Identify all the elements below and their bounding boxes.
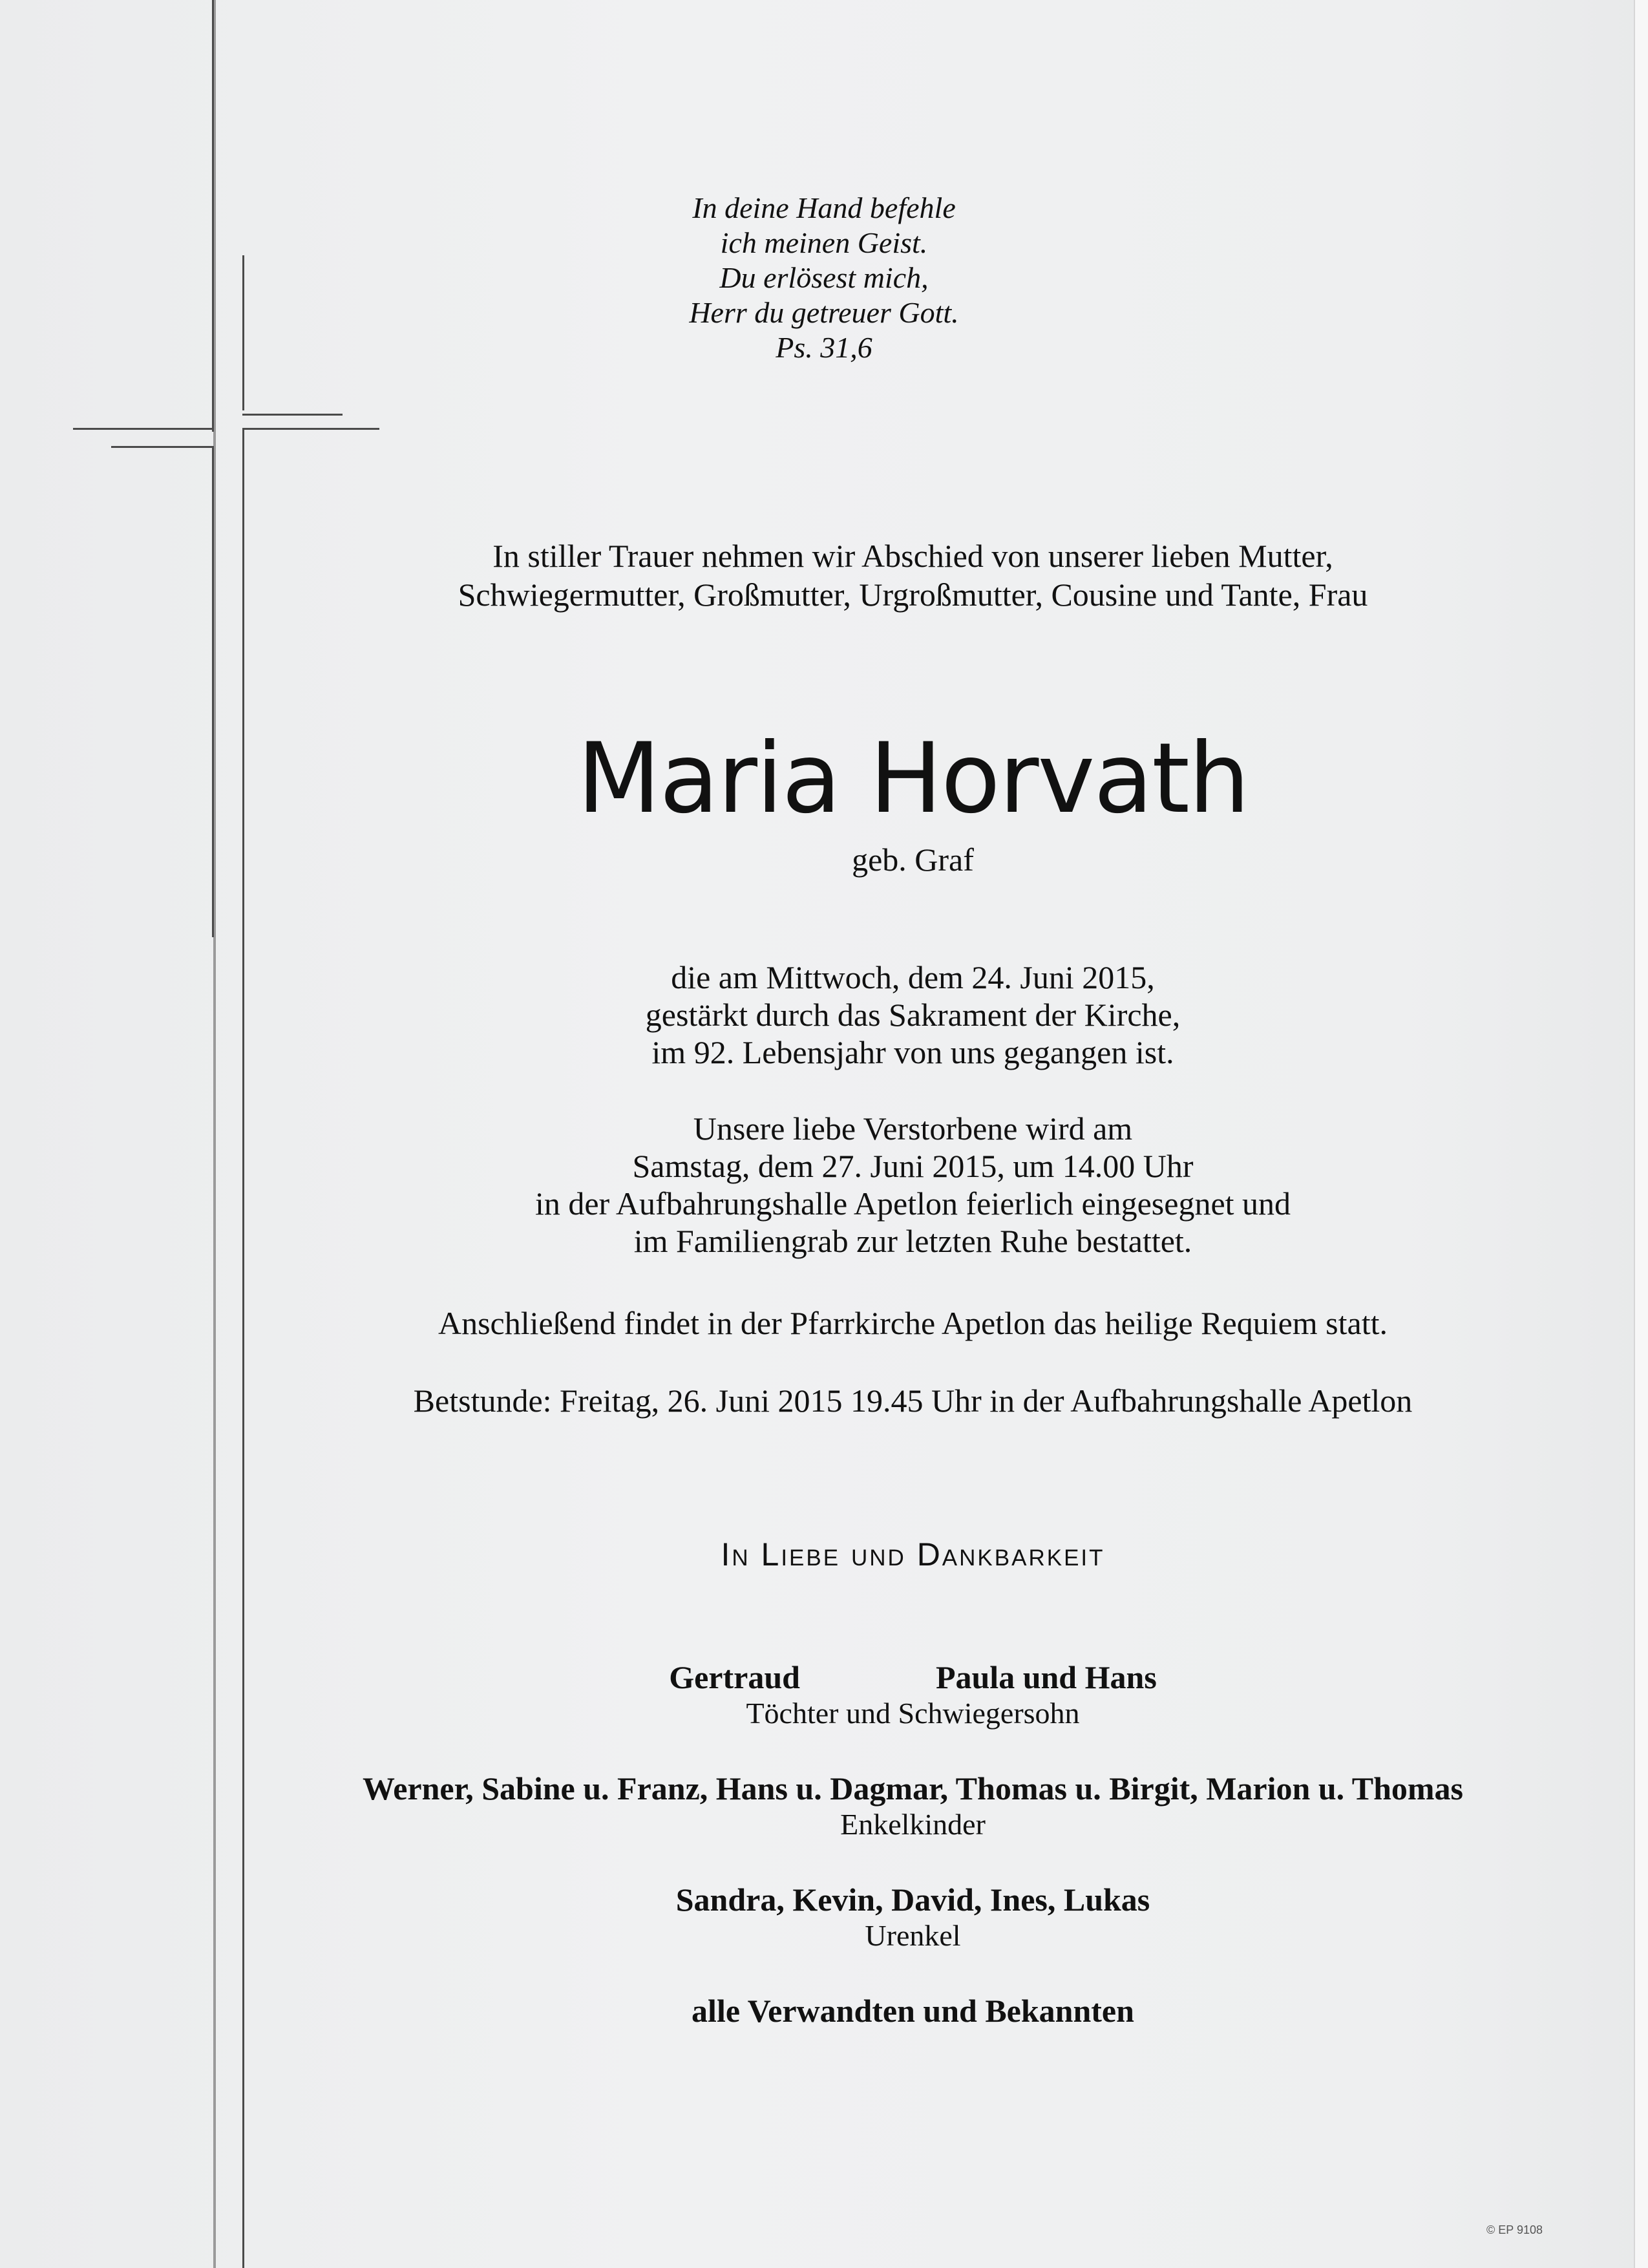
cross-arm-upper-right	[242, 428, 379, 430]
psalm-line: ich meinen Geist.	[720, 226, 928, 259]
deceased-name: Maria Horvath	[576, 723, 1249, 835]
great-grandchildren-role: Urenkel	[865, 1919, 961, 1952]
funeral-notice	[226, 1110, 1600, 1260]
funeral-line: im Familiengrab zur letzten Ruhe bestattet.	[633, 1223, 1192, 1259]
prayer-hour: Betstunde: Freitag, 26. Juni 2015 19.45 Uhr in der Aufbahrungshalle Apetlon	[413, 1383, 1413, 1419]
intro-line: In stiller Trauer nehmen wir Abschied von unserer lieben Mutter,	[492, 538, 1333, 574]
death-line: im 92. Lebensjahr von uns gegangen ist.	[651, 1034, 1174, 1070]
funeral-line: in der Aufbahrungshalle Apetlon feierlich eingesegnet und	[534, 1185, 1291, 1222]
grandchildren-names: Werner, Sabine u. Franz, Hans u. Dagmar, Thomas u. Birgit, Marion u. Thomas	[362, 1770, 1463, 1807]
intro-line: Schwiegermutter, Großmutter, Urgroßmutter, Cousine und Tante, Frau	[458, 577, 1368, 613]
psalm-reference: Ps. 31,6	[776, 331, 872, 364]
death-notice	[226, 959, 1600, 1071]
grandchildren-role: Enkelkinder	[840, 1808, 986, 1841]
psalm-quote	[0, 191, 1648, 365]
great-grandchildren-names: Sandra, Kevin, David, Ines, Lukas	[675, 1881, 1150, 1918]
cross-arm-lower-left	[111, 446, 214, 448]
copyright-mark: © EP 9108	[1486, 2223, 1543, 2236]
daughters-role: Töchter und Schwiegersohn	[746, 1697, 1080, 1730]
funeral-line: Unsere liebe Verstorbene wird am	[693, 1110, 1133, 1147]
birth-name: geb. Graf	[852, 842, 974, 878]
funeral-line: Samstag, dem 27. Juni 2015, um 14.00 Uhr	[632, 1148, 1194, 1184]
death-line: gestärkt durch das Sakrament der Kirche,	[645, 997, 1181, 1033]
closing-heading: In Liebe und Dankbarkeit	[721, 1536, 1105, 1573]
death-line: die am Mittwoch, dem 24. Juni 2015,	[671, 959, 1155, 995]
psalm-line: In deine Hand befehle	[692, 191, 956, 224]
cross-vertical-lower-left	[212, 446, 214, 937]
cross-arm-top-right	[242, 414, 343, 416]
psalm-line: Du erlösest mich,	[719, 261, 929, 294]
intro-text	[226, 536, 1600, 614]
cross-arm-upper-left	[73, 428, 214, 430]
daughter-name: Paula und Hans	[935, 1659, 1157, 1695]
requiem-notice: Anschließend findet in der Pfarrkirche Apetlon das heilige Requiem statt.	[438, 1305, 1388, 1341]
daughter-name: Gertraud	[669, 1659, 800, 1695]
relatives-line: alle Verwandten und Bekannten	[692, 1993, 1134, 2029]
psalm-line: Herr du getreuer Gott.	[689, 296, 959, 329]
daughters-row	[226, 1658, 1600, 1697]
